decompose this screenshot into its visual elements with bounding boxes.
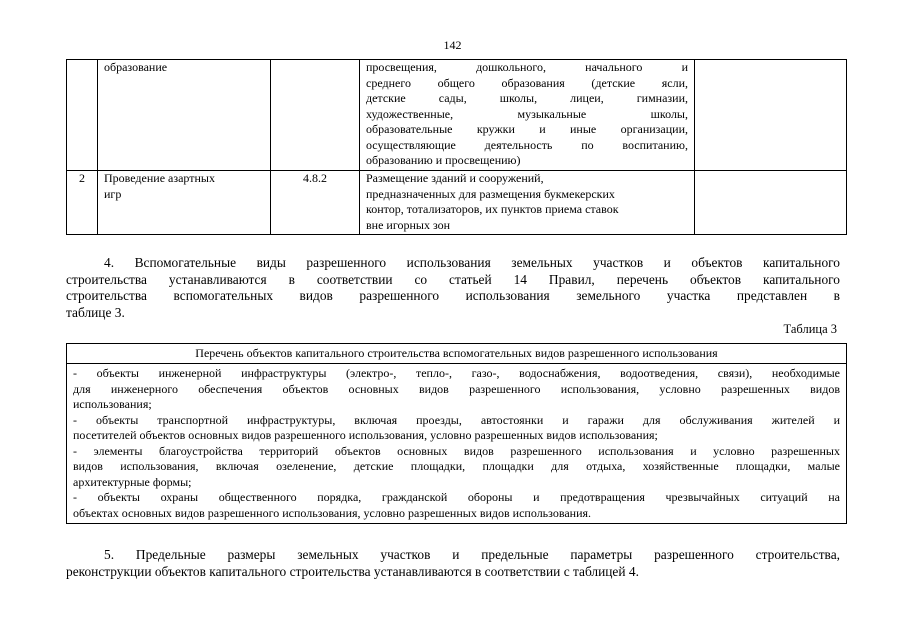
paragraph-5 <box>66 547 840 580</box>
description-line: среднего общего образования (детские ясли, <box>366 75 688 90</box>
table-row <box>67 171 847 235</box>
use-type-cell: образование <box>98 60 271 171</box>
paragraph-4 <box>66 255 840 322</box>
paragraph-line: строительства устанавливаются в соответствии со статьей 14 Правил, перечень объектов капитального <box>66 271 840 287</box>
table-header-row <box>67 344 847 364</box>
description-line: образованию и просвещению) <box>366 153 521 167</box>
description-line: предназначенных для размещения букмекерских <box>366 186 615 201</box>
description-cell <box>360 60 695 171</box>
description-cell <box>360 171 695 235</box>
list-line: объектах основных видов разрешенного использования, условно разрешенных видов использования. <box>73 505 592 520</box>
row-number-cell <box>67 60 98 171</box>
paragraph-line: строительства вспомогательных видов разрешенного использования земельного участка представлен в <box>66 288 840 304</box>
description-line: просвещения, дошкольного, начального и <box>366 60 688 74</box>
list-line: архитектурные формы; <box>73 474 192 489</box>
table-header-cell: Перечень объектов капитального строительства вспомогательных видов разрешенного использования <box>67 344 847 364</box>
description-line: Размещение зданий и сооружений, <box>366 171 544 185</box>
description-line: контор, тотализаторов, их пунктов приема ставок <box>366 202 619 216</box>
description-line: художественные, музыкальные школы, <box>366 106 688 121</box>
use-type-line: игр <box>104 186 122 201</box>
description-line: детские сады, школы, лицеи, гимназии, <box>366 91 688 105</box>
list-line: посетителей объектов основных видов разрешенного использования, условно разрешенных видов использования; <box>73 428 658 442</box>
row-number-cell: 2 <box>67 171 98 235</box>
list-line: - элементы благоустройства территорий объектов основных видов разрешенного использования и условно разрешенных <box>73 443 840 458</box>
list-line: - объекты охраны общественного порядка, гражданской обороны и предотвращения чрезвычайных ситуаций на <box>73 490 840 504</box>
list-line: использования; <box>73 397 152 411</box>
description-line: образовательные кружки и иные организации, <box>366 122 688 136</box>
auxiliary-uses-table <box>66 343 847 524</box>
page-number: 142 <box>443 38 462 52</box>
table-body-cell <box>67 364 847 524</box>
list-line: для инженерного обеспечения объектов основных видов разрешенного использования, условно разрешенных видов <box>73 381 840 396</box>
description-line: вне игорных зон <box>366 217 451 232</box>
code-cell: 4.8.2 <box>271 171 360 235</box>
table-row <box>67 364 847 524</box>
extra-cell <box>695 171 847 235</box>
list-line: - объекты инженерной инфраструктуры (электро-, тепло-, газо-, водоснабжения, водоотведения, связи), необходимые <box>73 366 840 380</box>
paragraph-line: 5. Предельные размеры земельных участков и предельные параметры разрешенного строительства, <box>104 547 840 562</box>
table-caption: Таблица 3 <box>783 322 837 336</box>
extra-cell <box>695 60 847 171</box>
list-line: видов использования, включая озеленение, детские площадки, площадки для отдыха, хозяйственные площадки, малые <box>73 459 840 473</box>
code-cell <box>271 60 360 171</box>
description-line: осуществляющие деятельность по воспитанию, <box>366 137 688 152</box>
paragraph-line: таблице 3. <box>66 305 125 321</box>
table-row <box>67 60 847 171</box>
use-type-line: Проведение азартных <box>104 171 215 185</box>
paragraph-line: реконструкции объектов капитального строительства устанавливаются в соответствии с таблицей 4. <box>66 563 639 579</box>
use-type-cell <box>98 171 271 235</box>
land-use-table-continued <box>66 59 847 235</box>
paragraph-line: 4. Вспомогательные виды разрешенного использования земельных участков и объектов капитального <box>104 255 840 270</box>
list-line: - объекты транспортной инфраструктуры, включая проезды, автостоянки и гаражи для обслуживания жителей и <box>73 412 840 427</box>
